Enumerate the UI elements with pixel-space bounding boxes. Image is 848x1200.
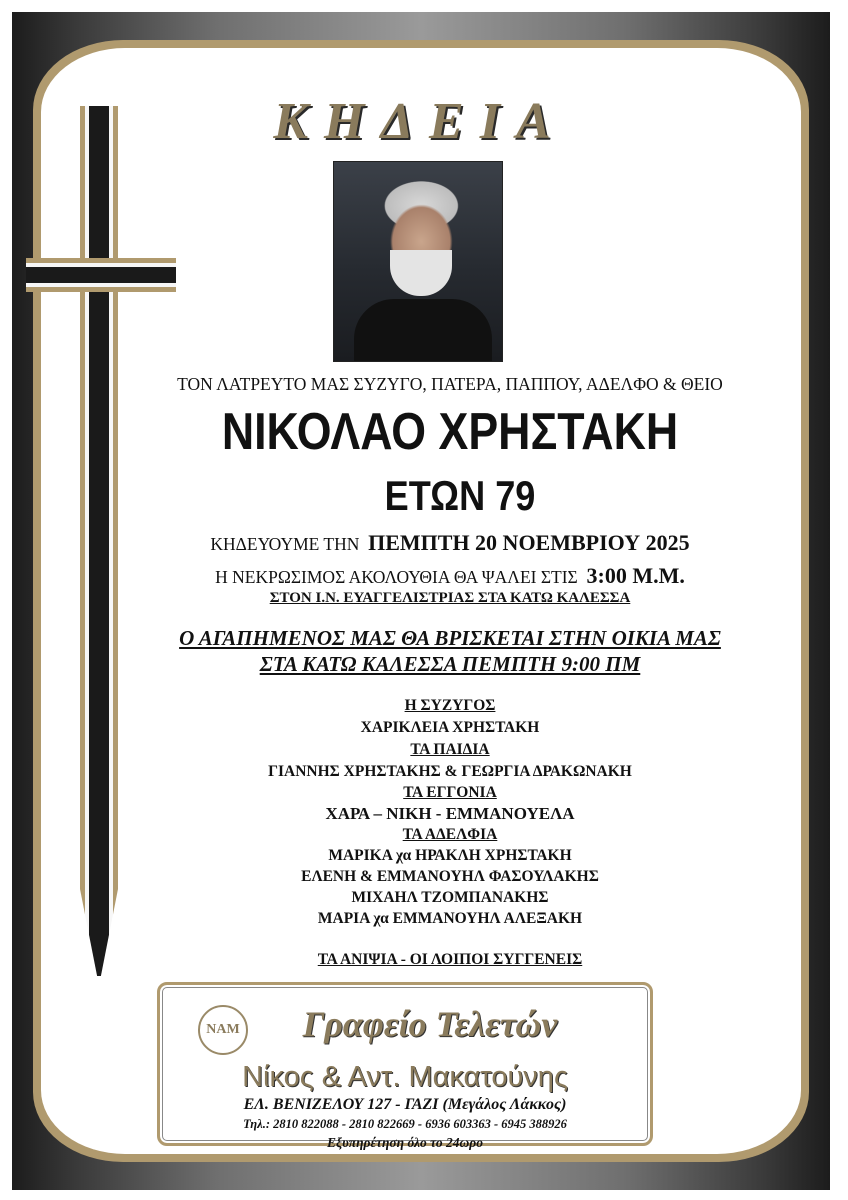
funeral-home-ad bbox=[157, 982, 653, 1150]
funeral-home-address: ΕΛ. ΒΕΝΙΖΕΛΟΥ 127 - ΓΑΖΙ (Μεγάλος Λάκκος) bbox=[243, 1096, 567, 1113]
notice-title: ΚΗΔΕΙΑ bbox=[273, 93, 567, 150]
deceased-photo bbox=[333, 161, 503, 362]
funeral-date-line bbox=[120, 530, 780, 556]
siblings-heading: ΤΑ ΑΔΕΛΦΙΑ bbox=[402, 826, 498, 843]
service-time-line bbox=[120, 563, 780, 589]
home-notice-line-1: Ο ΑΓΑΠΗΜΕΝΟΣ ΜΑΣ ΘΑ ΒΡΙΣΚΕΤΑΙ ΣΤΗΝ ΟΙΚΙΑ ΜΑΣ bbox=[179, 626, 721, 650]
sibling-item: ΕΛΕΝΗ & ΕΜΜΑΝΟΥΗΛ ΦΑΣΟΥΛΑΚΗΣ bbox=[301, 868, 599, 885]
cross-icon-vertical bbox=[80, 106, 118, 976]
cross-icon-horizontal bbox=[26, 258, 176, 292]
funeral-home-heading: Γραφείο Τελετών bbox=[302, 1004, 558, 1044]
funeral-home-phones: Τηλ.: 2810 822088 - 2810 822669 - 6936 603363 - 6945 388926 bbox=[243, 1117, 567, 1131]
photo-shirt bbox=[354, 299, 492, 361]
sibling-item: ΜΙΧΑΗΛ ΤΖΟΜΠΑΝΑΚΗΣ bbox=[351, 889, 549, 906]
home-notice-line-2: ΣΤΑ ΚΑΤΩ ΚΑΛΕΣΣΑ ΠΕΜΠΤΗ 9:00 ΠΜ bbox=[259, 652, 641, 676]
funeral-date-prefix: ΚΗΔΕΥΟΥΜΕ ΤΗΝ bbox=[210, 534, 360, 554]
deceased-name: ΝΙΚΟΛΑΟ ΧΡΗΣΤΑΚΗ bbox=[221, 403, 679, 461]
deceased-age: ΕΤΩΝ 79 bbox=[384, 472, 536, 519]
relation-subtitle: ΤΟΝ ΛΑΤΡΕΥΤΟ ΜΑΣ ΣΥΖΥΓΟ, ΠΑΤΕΡΑ, ΠΑΠΠΟΥ, ΑΔΕΛΦΟ & ΘΕΙΟ bbox=[177, 374, 723, 394]
sibling-item: ΜΑΡΙΑ χα ΕΜΜΑΝΟΥΗΛ ΑΛΕΞΑΚΗ bbox=[317, 910, 583, 927]
service-prefix: Η ΝΕΚΡΩΣΙΜΟΣ ΑΚΟΛΟΥΘΙΑ ΘΑ ΨΑΛΕΙ ΣΤΙΣ bbox=[215, 567, 578, 587]
church-location: ΣΤΟΝ Ι.Ν. ΕΥΑΓΓΕΛΙΣΤΡΙΑΣ ΣΤΑ ΚΑΤΩ ΚΑΛΕΣΣΑ bbox=[269, 590, 631, 606]
children-names: ΓΙΑΝΝΗΣ ΧΡΗΣΤΑΚΗΣ & ΓΕΩΡΓΙΑ ΔΡΑΚΩΝΑΚΗ bbox=[268, 763, 632, 780]
funeral-home-owners: Νίκος & Αντ. Μακατούνης bbox=[242, 1061, 568, 1093]
wife-name: ΧΑΡΙΚΛΕΙΑ ΧΡΗΣΤΑΚΗ bbox=[360, 719, 540, 736]
grandchildren-names: ΧΑΡΑ – ΝΙΚΗ - ΕΜΜΑΝΟΥΕΛΑ bbox=[325, 804, 575, 823]
service-time: 3:00 Μ.Μ. bbox=[586, 563, 685, 588]
funeral-date: ΠΕΜΠΤΗ 20 ΝΟΕΜΒΡΙΟΥ 2025 bbox=[368, 530, 690, 555]
grandchildren-heading: ΤΑ ΕΓΓΟΝΙΑ bbox=[403, 784, 497, 801]
children-heading: ΤΑ ΠΑΙΔΙΑ bbox=[410, 741, 490, 758]
sibling-item: ΜΑΡΙΚΑ χα ΗΡΑΚΛΗ ΧΡΗΣΤΑΚΗ bbox=[328, 847, 572, 864]
wife-heading: Η ΣΥΖΥΓΟΣ bbox=[404, 697, 496, 714]
photo-beard bbox=[390, 250, 452, 296]
funeral-home-hours: Εξυπηρέτηση όλο το 24ωρο bbox=[327, 1135, 483, 1150]
funeral-home-logo: ΝΑΜ bbox=[198, 1005, 248, 1055]
other-relatives: ΤΑ ΑΝΙΨΙΑ - ΟΙ ΛΟΙΠΟΙ ΣΥΓΓΕΝΕΙΣ bbox=[317, 951, 583, 968]
